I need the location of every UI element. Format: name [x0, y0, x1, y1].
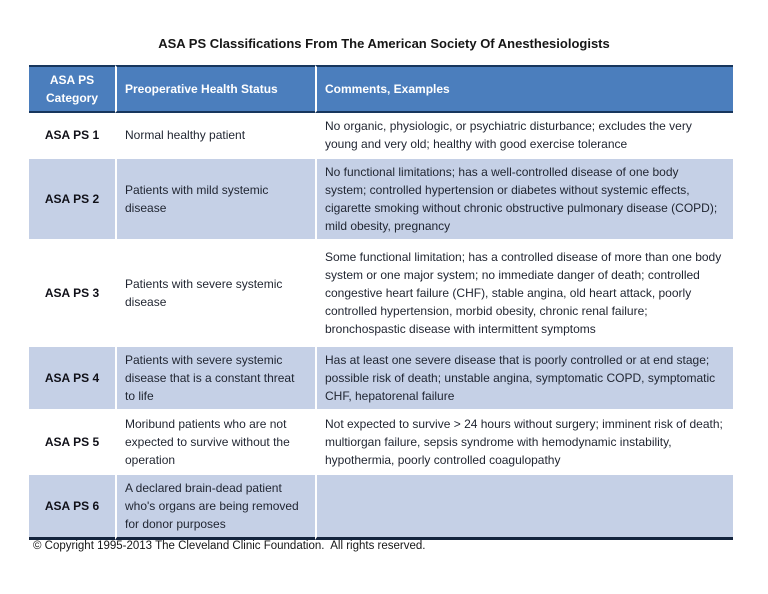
table-row — [29, 157, 733, 239]
category-cell: ASA PS 2 — [29, 157, 115, 239]
comments-cell: Not expected to survive > 24 hours without surgery; imminent risk of death; multiorgan failure, sepsis syndrome with hemodynamic instability, hypothermia, poorly controlled coagulopathy — [315, 409, 733, 473]
category-cell: ASA PS 6 — [29, 473, 115, 540]
column-header-comments: Comments, Examples — [315, 65, 733, 113]
column-header-health-status: Preoperative Health Status — [115, 65, 315, 113]
category-cell: ASA PS 4 — [29, 345, 115, 409]
comments-cell: No organic, physiologic, or psychiatric disturbance; excludes the very young and very old; healthy with good exercise tolerance — [315, 113, 733, 157]
page-title: ASA PS Classifications From The American Society Of Anesthesiologists — [158, 36, 610, 51]
category-cell: ASA PS 3 — [29, 239, 115, 345]
status-cell: Patients with severe systemic disease — [115, 239, 315, 345]
column-header-category: ASA PS Category — [29, 65, 115, 113]
comments-cell: Has at least one severe disease that is poorly controlled or at end stage; possible risk of death; unstable angina, symptomatic COPD, symptomatic CHF, hepatorenal failure — [315, 345, 733, 409]
status-cell: A declared brain-dead patient who's organs are being removed for donor purposes — [115, 473, 315, 540]
table-row — [29, 113, 733, 157]
category-cell: ASA PS 5 — [29, 409, 115, 473]
comments-cell: No functional limitations; has a well-controlled disease of one body system; controlled hypertension or diabetes without systemic effects, cigarette smoking without chronic obstructive pulmonary disease (COPD); mild obesity, pregnancy — [315, 157, 733, 239]
status-cell: Patients with severe systemic disease that is a constant threat to life — [115, 345, 315, 409]
status-cell: Moribund patients who are not expected to survive without the operation — [115, 409, 315, 473]
copyright-footer: © Copyright 1995-2013 The Cleveland Clinic Foundation. All rights reserved. — [33, 540, 426, 552]
comments-cell — [315, 473, 733, 540]
status-cell: Patients with mild systemic disease — [115, 157, 315, 239]
asa-classification-table — [29, 65, 733, 540]
status-cell: Normal healthy patient — [115, 113, 315, 157]
table-row — [29, 409, 733, 473]
comments-cell: Some functional limitation; has a controlled disease of more than one body system or one major system; no immediate danger of death; controlled congestive heart failure (CHF), stable angina, old heart attack, poorly controlled hypertension, morbid obesity, chronic renal failure; bronchospastic disease with intermittent symptoms — [315, 239, 733, 345]
table-header-row — [29, 65, 733, 113]
table-row — [29, 239, 733, 345]
table-row — [29, 345, 733, 409]
table-row — [29, 473, 733, 540]
category-cell: ASA PS 1 — [44, 128, 100, 142]
